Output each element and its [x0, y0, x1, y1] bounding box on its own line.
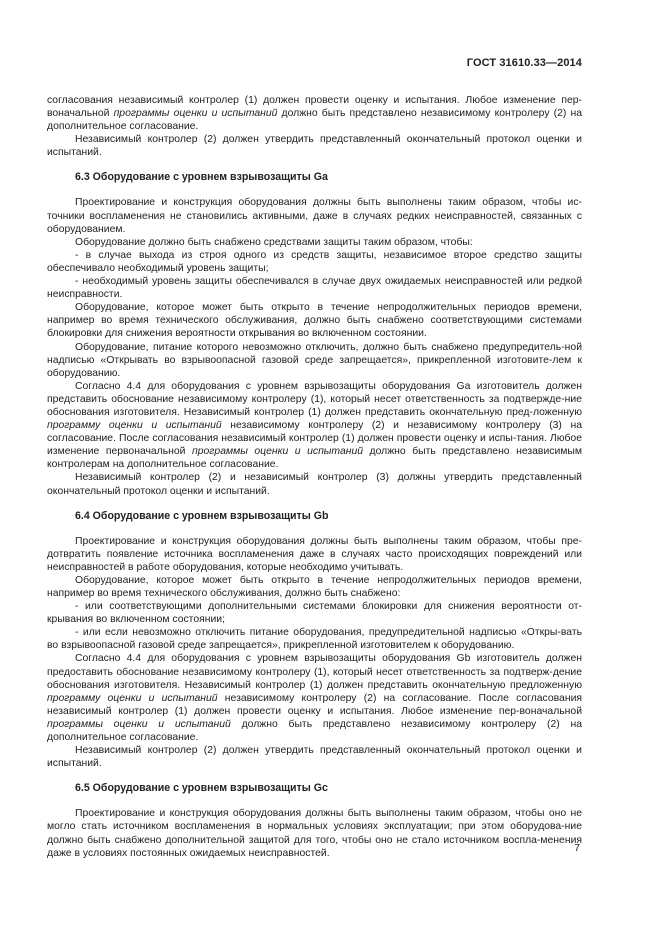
s63-paragraph-7 [47, 380, 582, 472]
intro-paragraph-2: Независимый контролер (2) должен утвердить представленный окончательный протокол оценки и испытаний. [47, 134, 582, 159]
s63-paragraph-8: Независимый контролер (2) и независимый контролер (3) должны утвердить представленный окончательный протокол оценки и испытаний. [47, 472, 582, 497]
s64-list-item-2: - или если невозможно отключить питание оборудования, предупредительной надписью «Откры-вать во взрывоопасной газовой среде запрещается», прикрепленной изготовителем к оборудованию. [47, 627, 582, 652]
s63-paragraph-2: Оборудование должно быть снабжено средствами защиты таким образом, чтобы: [75, 236, 473, 248]
s63-list-item-1: - в случае выхода из строя одного из средств защиты, независимое второе средство защиты обеспечивало необходимый уровень защиты; [47, 249, 582, 274]
s63-p7-text-b: независимому контролеру (2) и независимому контролеру (3) на согласование. После согласования независимый контролер (1) должен провести оценку и испы-тания. Любое изменение первоначальной [47, 420, 582, 458]
intro-p1-italic: программы оценки и испытаний [113, 108, 278, 120]
s63-p7-text-a: Согласно 4.4 для оборудования с уровнем взрывозащиты оборудования Ga изготовитель должен представить обоснование независимому контролеру (1), который несет ответственность за подтвержде-ние обоснования изготовителя. Независимый контролер (1) должен представить окончательную пред-ложенную [47, 380, 582, 418]
standard-header: ГОСТ 31610.33—2014 [466, 57, 582, 69]
intro-p1-text: согласования независимый контролер (1) должен провести оценку и испытания. Любое изменение пер-воначальной [47, 95, 582, 120]
s63-paragraph-5: Оборудование, которое может быть открыто в течение непродолжительных периодов времени, например во время технического обслуживания, должно быть снабжено соответствующими системами блокировки для снижения вероятности открывания во включенном состоянии. [47, 302, 582, 340]
s64-p5-text-c: должно быть представлено независимому контролеру (2) на дополнительное согласование. [47, 718, 583, 744]
s64-paragraph-1: Проектирование и конструкция оборудования должны быть выполнены таким образом, чтобы пре-дотвратить появление источника воспламенения даже в случаях часто происходящих повреждений или неисправностей в работе оборудования, которые необходимо учитывать. [47, 535, 582, 573]
s64-paragraph-5 [47, 652, 582, 744]
s65-paragraph-1: Проектирование и конструкция оборудования должны быть выполнены таким образом, чтобы оно не могло стать источником воспламенения в нормальных условиях эксплуатации; при этом оборудова-ние должно быть снабжено дополнительной защитой для того, чтобы оно не стало источником воспла-менения даже в условиях постоянных ожидаемых неисправностей. [47, 808, 582, 859]
s64-list-item-1: - или соответствующими дополнительными системами блокировки для снижения вероятности от-крывания во включенном состоянии; [47, 601, 582, 626]
s63-paragraph-1: Проектирование и конструкция оборудования должны быть выполнены таким образом, чтобы ис-точники воспламенения не становились активными, даже в случаях редких неисправностей, связанных с оборудованием. [47, 197, 582, 235]
s64-p5-text-a: Согласно 4.4 для оборудования с уровнем взрывозащиты оборудования Gb изготовитель должен предоставить обоснование независимому контролеру (1), который несет ответственность за подтверж-дение обоснования изготовителя. Независимый контролер (1) должен представить окончательную предложенную [47, 653, 582, 691]
document-body [47, 94, 582, 860]
s64-paragraph-6: Независимый контролер (2) должен утвердить представленный окончательный протокол оценки и испытаний. [47, 745, 582, 770]
s63-paragraph-6: Оборудование, питание которого невозможно отключить, должно быть снабжено предупредитель-ной надписью «Открывать во взрывоопасной газовой среде запрещается», прикрепленной изготовите-лем к оборудованию. [47, 341, 582, 379]
s64-p5-italic-1: программу оценки и испытаний [47, 692, 218, 704]
s64-p5-text-b: независимому контролеру (2) на согласование. После согласования независимый контролер (1) должен провести оценку и испытания. Любое изменение пер-воначальной [47, 692, 582, 717]
s64-p5-italic-2: программы оценки и испытаний [47, 718, 231, 730]
intro-paragraph-1 [47, 94, 582, 133]
section-6-5-heading: 6.5 Оборудование с уровнем взрывозащиты Gc [75, 782, 328, 795]
s63-list-item-2: - необходимый уровень защиты обеспечивался в случае двух ожидаемых неисправностей или редкой неисправности. [47, 276, 582, 301]
s63-p7-italic-1: программу оценки и испытаний [47, 420, 222, 432]
section-6-4-heading: 6.4 Оборудование с уровнем взрывозащиты Gb [75, 509, 329, 522]
page-number: 7 [574, 843, 580, 854]
s64-paragraph-2: Оборудование, которое может быть открыто в течение непродолжительных периодов времени, например во время технического обслуживания, должно быть снабжено: [47, 574, 582, 599]
s63-p7-italic-2: программы оценки и испытаний [192, 446, 364, 458]
section-6-3-heading: 6.3 Оборудование с уровнем взрывозащиты Ga [75, 171, 328, 184]
intro-p1-end: должно быть представлено независимому контролеру (2) на дополнительное согласование. [47, 108, 582, 133]
s63-p7-text-c: должно быть представлено независимым контролерам на дополнительное согласование. [47, 446, 583, 471]
